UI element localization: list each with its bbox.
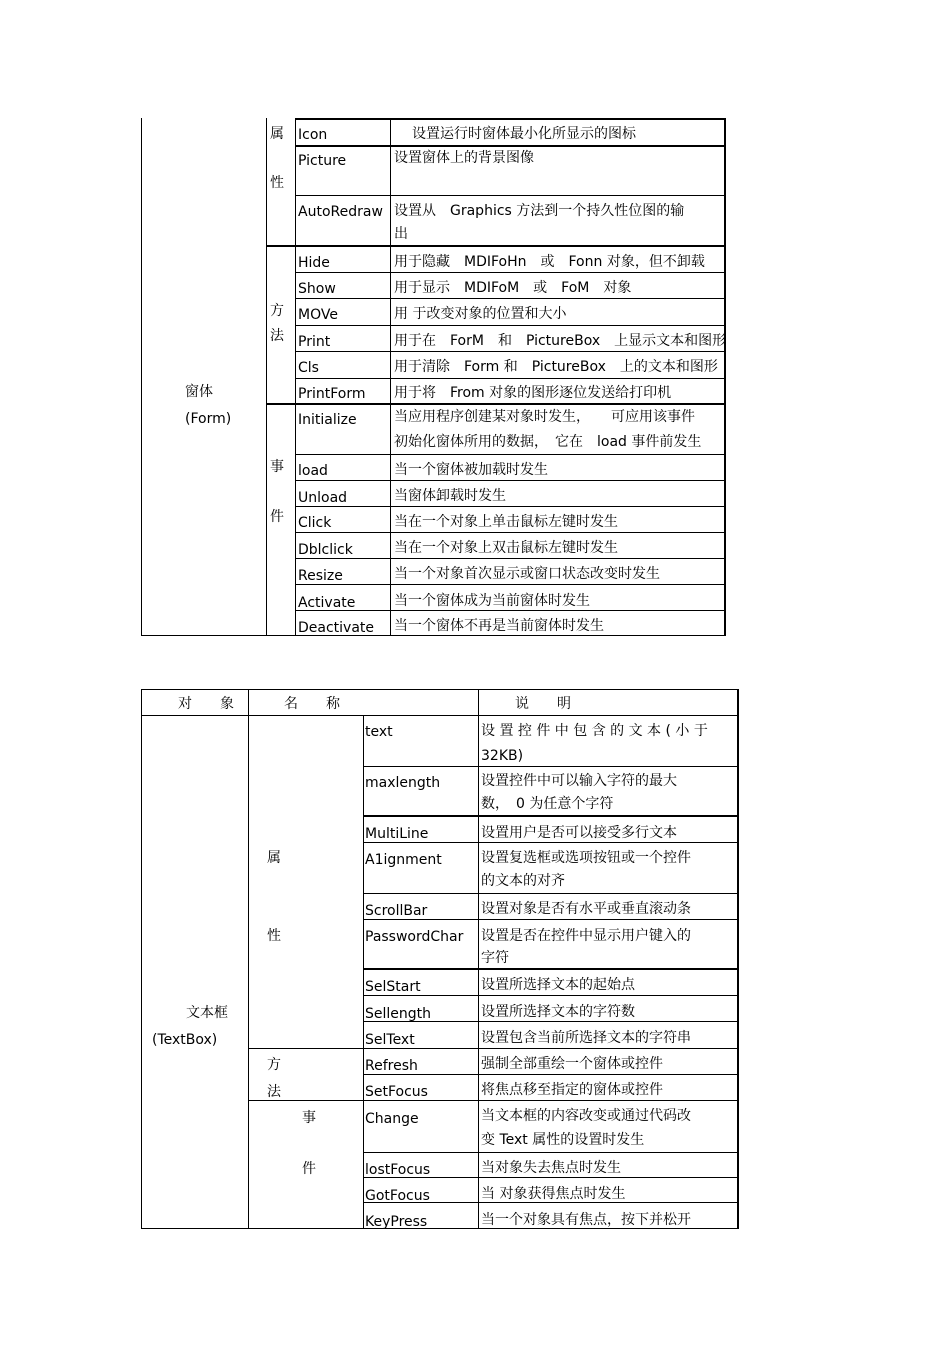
member-name: GotFocus xyxy=(365,1188,430,1204)
group-label: 法 xyxy=(270,328,284,344)
object-label-en: (TextBox) xyxy=(152,1032,218,1048)
member-desc: 将焦点移至指定的窗体或控件 xyxy=(481,1082,663,1098)
group-label: 性 xyxy=(267,928,281,944)
member-name: Click xyxy=(298,515,332,531)
member-name: Cls xyxy=(298,360,319,376)
member-desc: 设置从 Graphics 方法到一个持久性位图的输 xyxy=(394,203,685,219)
member-name: Unload xyxy=(298,490,348,506)
member-name: SelText xyxy=(365,1032,415,1048)
member-desc: 设置窗体上的背景图像 xyxy=(394,150,534,166)
header-object: 对 象 xyxy=(178,696,234,712)
group-label: 性 xyxy=(270,175,284,191)
member-desc: 当一个窗体成为当前窗体时发生 xyxy=(394,593,590,609)
member-desc-cont: 32KB) xyxy=(481,748,524,764)
member-desc: 设置所选择文本的起始点 xyxy=(481,977,635,993)
header-name: 名 称 xyxy=(284,696,340,712)
member-desc: 用于隐藏 MDIFoHn 或 Fonn 对象，但不卸载 xyxy=(394,254,705,270)
member-desc-cont: 的文本的对齐 xyxy=(481,873,565,889)
member-name: Sellength xyxy=(365,1006,432,1022)
member-desc: 强制全部重绘一个窗体或控件 xyxy=(481,1056,663,1072)
member-desc: 当应用程序创建某对象时发生， 可应用该事件 xyxy=(394,409,695,425)
object-label-en: (Form) xyxy=(185,411,232,427)
group-label: 方 xyxy=(267,1057,281,1073)
member-desc: 设置复选框或选项按钮或一个控件 xyxy=(481,850,691,866)
member-name: Deactivate xyxy=(298,620,375,636)
member-desc: 当对象失去焦点时发生 xyxy=(481,1160,621,1176)
member-name: ScrollBar xyxy=(365,903,428,919)
member-desc: 设置对象是否有水平或垂直滚动条 xyxy=(481,901,691,917)
group-label: 方 xyxy=(270,303,284,319)
member-name: Activate xyxy=(298,595,356,611)
member-desc: 设置用户是否可以接受多行文本 xyxy=(481,825,677,841)
member-name: AutoRedraw xyxy=(298,204,383,220)
member-desc-cont: 初始化窗体所用的数据， 它在 load 事件前发生 xyxy=(394,434,702,450)
member-name: load xyxy=(298,463,328,479)
member-desc: 当窗体卸载时发生 xyxy=(394,488,506,504)
member-desc: 当一个窗体不再是当前窗体时发生 xyxy=(394,618,604,634)
member-desc: 当在一个对象上单击鼠标左键时发生 xyxy=(394,514,618,530)
member-desc: 设置包含当前所选择文本的字符串 xyxy=(481,1030,691,1046)
member-name: Change xyxy=(365,1111,419,1127)
member-name: Refresh xyxy=(365,1058,418,1074)
member-desc-cont: 变 Text 属性的设置时发生 xyxy=(481,1132,645,1148)
member-name: MultiLine xyxy=(365,826,429,842)
group-label: 属 xyxy=(270,126,284,142)
member-desc: 当一个对象首次显示或窗口状态改变时发生 xyxy=(394,566,660,582)
member-name: Hide xyxy=(298,255,330,271)
group-label: 法 xyxy=(267,1084,281,1100)
member-desc: 设置所选择文本的字符数 xyxy=(481,1004,635,1020)
member-desc: 当一个对象具有焦点，按下并松开 xyxy=(481,1212,691,1228)
member-desc: 当在一个对象上双击鼠标左键时发生 xyxy=(394,540,618,556)
member-name: maxlength xyxy=(365,775,441,791)
member-desc: 设置运行时窗体最小化所显示的图标 xyxy=(412,126,636,142)
member-name: SelStart xyxy=(365,979,421,995)
group-label: 件 xyxy=(270,509,284,525)
member-name: PrintForm xyxy=(298,386,366,402)
member-name: Picture xyxy=(298,153,347,169)
member-name: lostFocus xyxy=(365,1162,431,1178)
group-label: 事 xyxy=(270,459,284,475)
member-name: PasswordChar xyxy=(365,929,464,945)
object-label: 窗体 xyxy=(185,384,213,400)
member-name: Dblclick xyxy=(298,542,353,558)
member-name: Resize xyxy=(298,568,343,584)
member-desc-cont: 出 xyxy=(394,226,408,242)
member-desc: 当一个窗体被加载时发生 xyxy=(394,462,548,478)
member-desc: 设置是否在控件中显示用户键入的 xyxy=(481,928,691,944)
group-label: 件 xyxy=(302,1161,316,1177)
member-name: text xyxy=(365,724,393,740)
header-desc: 说 明 xyxy=(515,696,571,712)
member-desc: 设置控件中可以输入字符的最大 xyxy=(481,773,677,789)
member-name: Initialize xyxy=(298,412,357,428)
member-desc: 用 于改变对象的位置和大小 xyxy=(394,306,567,322)
group-label: 属 xyxy=(267,850,281,866)
member-name: Print xyxy=(298,334,331,350)
member-desc: 当文本框的内容改变或通过代码改 xyxy=(481,1108,691,1124)
member-desc-cont: 数， 0 为任意个字符 xyxy=(481,796,614,812)
member-desc: 设 置 控 件 中 包 含 的 文 本 ( 小 于 xyxy=(481,723,708,739)
member-desc: 用于在 ForM 和 PictureBox 上显示文本和图形 xyxy=(394,333,727,349)
member-desc-cont: 字符 xyxy=(481,950,509,966)
group-label: 事 xyxy=(302,1110,316,1126)
member-name: MOVe xyxy=(298,307,338,323)
object-label: 文本框 xyxy=(186,1005,228,1021)
member-desc: 用于清除 Form 和 PictureBox 上的文本和图形 xyxy=(394,359,718,375)
member-desc: 用于显示 MDIFoM 或 FoM 对象 xyxy=(394,280,632,296)
member-name: KeyPress xyxy=(365,1214,428,1230)
member-name: A1ignment xyxy=(365,852,442,868)
member-desc: 当 对象获得焦点时发生 xyxy=(481,1186,626,1202)
member-desc: 用于将 From 对象的图形逐位发送给打印机 xyxy=(394,385,672,401)
member-name: Icon xyxy=(298,127,328,143)
member-name: SetFocus xyxy=(365,1084,428,1100)
member-name: Show xyxy=(298,281,336,297)
